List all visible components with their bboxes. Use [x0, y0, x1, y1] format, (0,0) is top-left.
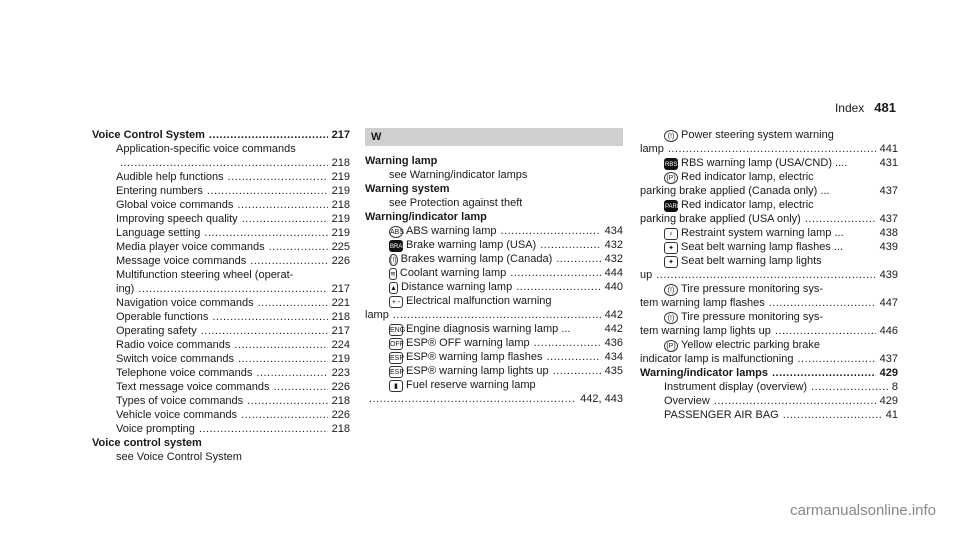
- page-header: [835, 100, 896, 115]
- index-entry: [365, 224, 623, 238]
- fuel-icon: ▮: [389, 380, 403, 392]
- index-entry: [365, 294, 623, 308]
- index-entry: [92, 128, 350, 142]
- entry-term: Tire pressure monitoring sys-: [681, 283, 824, 295]
- index-entry: [92, 142, 350, 156]
- entry-term: RBS warning lamp (USA/CND) ....: [681, 157, 848, 169]
- index-entry: [92, 352, 350, 366]
- entry-term: Yellow electric parking brake: [681, 339, 820, 351]
- index-entry: [92, 436, 350, 450]
- page-ref: 217: [331, 325, 350, 337]
- page-ref: 442: [604, 323, 623, 335]
- index-entry: [640, 128, 898, 142]
- entry-term: Coolant warning lamp: [399, 267, 507, 279]
- entry-term: PASSENGER AIR BAG: [664, 409, 779, 421]
- entry-term: Text message voice commands: [116, 381, 270, 393]
- leader-dots: [369, 392, 576, 406]
- index-entry: [92, 366, 350, 380]
- entry-term: Navigation voice commands: [116, 297, 254, 309]
- index-entry: [92, 282, 350, 296]
- index-entry: [92, 296, 350, 310]
- entry-term: tem warning lamp lights up: [640, 325, 771, 337]
- page-ref: 224: [331, 339, 350, 351]
- battery-icon: + -: [389, 296, 403, 308]
- entry-term: Warning system: [365, 183, 450, 195]
- entry-term: parking brake applied (USA only): [640, 213, 801, 225]
- entry-term: Operable functions: [116, 311, 209, 323]
- page-ref: 437: [879, 353, 898, 365]
- entry-term: Entering numbers: [116, 185, 203, 197]
- leader-dots: [237, 198, 327, 212]
- index-entry: [365, 252, 623, 266]
- index-entry: [640, 310, 898, 324]
- watermark: carmanualsonline.info: [790, 502, 936, 519]
- index-entry: [92, 450, 350, 464]
- entry-term: indicator lamp is malfunctioning: [640, 353, 794, 365]
- entry-term: Switch voice commands: [116, 353, 234, 365]
- leader-dots: [269, 240, 328, 254]
- entry-term: see Voice Control System: [116, 451, 242, 463]
- entry-term: Voice Control System: [92, 129, 205, 141]
- leader-dots: [138, 282, 327, 296]
- index-entry: [365, 196, 623, 210]
- leader-dots: [510, 266, 600, 280]
- leader-dots: [714, 394, 876, 408]
- index-entry: [92, 394, 350, 408]
- index-entry: [365, 392, 623, 406]
- index-entry: [640, 198, 898, 212]
- leader-dots: [199, 422, 328, 436]
- index-entry: [640, 282, 898, 296]
- index-entry: [365, 364, 623, 378]
- index-entry: [92, 408, 350, 422]
- tire-pressure-icon: (!): [664, 284, 678, 296]
- entry-term: ESP® warning lamp flashes: [406, 351, 543, 363]
- index-entry: [365, 322, 623, 336]
- esp-icon: ESP: [389, 352, 403, 364]
- index-entry: [92, 212, 350, 226]
- engine-icon: ENG: [389, 324, 403, 336]
- index-entry: [365, 280, 623, 294]
- page-ref: 442: [604, 309, 623, 321]
- leader-dots: [393, 308, 601, 322]
- entry-term: Tire pressure monitoring sys-: [681, 311, 824, 323]
- entry-term: Message voice commands: [116, 255, 247, 267]
- entry-term: Brakes warning lamp (Canada): [400, 253, 553, 265]
- page-ref: 429: [879, 367, 898, 379]
- leader-dots: [209, 128, 328, 142]
- entry-term: Language setting: [116, 227, 201, 239]
- page-ref: 219: [331, 171, 350, 183]
- leader-dots: [553, 364, 601, 378]
- entry-term: ing): [116, 283, 135, 295]
- leader-dots: [228, 170, 328, 184]
- page-ref: 435: [604, 365, 623, 377]
- entry-term: Voice control system: [92, 437, 202, 449]
- index-entry: [640, 296, 898, 310]
- page-ref: 218: [331, 199, 350, 211]
- page-ref: 218: [331, 311, 350, 323]
- page-ref: 225: [331, 241, 350, 253]
- leader-dots: [247, 394, 327, 408]
- entry-term: parking brake applied (Canada only) ...: [640, 185, 830, 197]
- index-entry: [365, 210, 623, 224]
- leader-dots: [212, 310, 327, 324]
- entry-term: Voice prompting: [116, 423, 195, 435]
- entry-term: ABS warning lamp: [406, 225, 497, 237]
- entry-term: Radio voice commands: [116, 339, 231, 351]
- page-ref: 219: [331, 227, 350, 239]
- leader-dots: [775, 324, 876, 338]
- section-letter-bar: W: [365, 128, 623, 146]
- page-ref: 446: [879, 325, 898, 337]
- index-entry: [640, 142, 898, 156]
- entry-term: Instrument display (overview): [664, 381, 808, 393]
- index-entry: [92, 338, 350, 352]
- index-column-2: [365, 128, 623, 406]
- entry-term: Seat belt warning lamp lights: [681, 255, 822, 267]
- abs-icon: ABS: [389, 226, 403, 238]
- index-entry: [640, 338, 898, 352]
- leader-dots: [238, 352, 328, 366]
- page-ref: 219: [331, 213, 350, 225]
- leader-dots: [783, 408, 882, 422]
- index-entry: [365, 168, 623, 182]
- index-entry: [640, 226, 898, 240]
- leader-dots: [656, 268, 875, 282]
- seat-belt-icon: ✦: [664, 256, 678, 268]
- index-entry: [92, 268, 350, 282]
- index-entry: [640, 212, 898, 226]
- index-entry: [92, 226, 350, 240]
- steering-icon: (!): [664, 130, 678, 142]
- entry-term: Red indicator lamp, electric: [681, 171, 814, 183]
- page-ref: 218: [331, 395, 350, 407]
- leader-dots: [811, 380, 888, 394]
- leader-dots: [534, 336, 601, 350]
- page-ref: 221: [331, 297, 350, 309]
- entry-term: see Protection against theft: [389, 197, 523, 209]
- leader-dots: [241, 408, 328, 422]
- index-entry: [92, 310, 350, 324]
- leader-dots: [516, 280, 600, 294]
- page-ref: 217: [331, 283, 350, 295]
- leader-dots: [207, 184, 328, 198]
- page-ref: 217: [331, 129, 350, 141]
- entry-term: Vehicle voice commands: [116, 409, 238, 421]
- page-ref: 226: [331, 381, 350, 393]
- index-entry: [365, 350, 623, 364]
- index-entry: [365, 238, 623, 252]
- index-entry: [365, 378, 623, 392]
- leader-dots: [501, 224, 601, 238]
- page-ref: 440: [604, 281, 623, 293]
- entry-term: Red indicator lamp, electric: [681, 199, 814, 211]
- entry-term: Application-specific voice commands: [116, 143, 296, 155]
- page-ref: 439: [879, 269, 898, 281]
- page-ref: 432: [604, 239, 623, 251]
- page-ref: 219: [331, 185, 350, 197]
- entry-term: Audible help functions: [116, 171, 224, 183]
- index-entry: [365, 182, 623, 196]
- index-entry: [92, 156, 350, 170]
- page-ref: 218: [331, 157, 350, 169]
- leader-dots: [540, 238, 600, 252]
- seat-belt-icon: ✦: [664, 242, 678, 254]
- index-entry: [92, 240, 350, 254]
- leader-dots: [204, 226, 327, 240]
- rbs-icon: RBS: [664, 158, 678, 170]
- index-entry: [92, 324, 350, 338]
- coolant-icon: ≋: [389, 268, 397, 280]
- entry-term: Warning lamp: [365, 155, 438, 167]
- page-ref: 434: [604, 225, 623, 237]
- index-entry: [640, 352, 898, 366]
- entry-term: Engine diagnosis warning lamp ...: [406, 323, 571, 335]
- index-lines: [365, 154, 623, 406]
- parking-brake-icon: (P): [664, 172, 678, 184]
- leader-dots: [668, 142, 876, 156]
- leader-dots: [805, 212, 876, 226]
- leader-dots: [547, 350, 601, 364]
- page-ref: 436: [604, 337, 623, 349]
- entry-term: lamp: [640, 143, 664, 155]
- leader-dots: [769, 296, 876, 310]
- page-ref: 434: [604, 351, 623, 363]
- entry-term: Telephone voice commands: [116, 367, 253, 379]
- brake-usa-icon: BRAKE: [389, 240, 403, 252]
- page-ref: 432: [604, 253, 623, 265]
- index-entry: [640, 366, 898, 380]
- index-entry: [640, 268, 898, 282]
- header-title: Index: [834, 101, 865, 115]
- index-entry: [640, 380, 898, 394]
- page-ref: 223: [331, 367, 350, 379]
- index-column-3: [640, 128, 898, 422]
- entry-term: Types of voice commands: [116, 395, 244, 407]
- entry-term: see Warning/indicator lamps: [389, 169, 528, 181]
- index-entry: [640, 254, 898, 268]
- park-icon: PARK: [664, 200, 678, 212]
- index-entry: [365, 308, 623, 322]
- leader-dots: [234, 338, 327, 352]
- index-entry: [640, 240, 898, 254]
- page-ref: 437: [879, 185, 898, 197]
- page-ref: 441: [879, 143, 898, 155]
- leader-dots: [256, 366, 327, 380]
- index-entry: [365, 336, 623, 350]
- page-ref: 226: [331, 409, 350, 421]
- page-ref: 447: [879, 297, 898, 309]
- index-entry: [92, 380, 350, 394]
- index-entry: [640, 184, 898, 198]
- index-entry: [640, 324, 898, 338]
- index-entry: [365, 154, 623, 168]
- leader-dots: [250, 254, 327, 268]
- page-ref: 8: [891, 381, 898, 393]
- restraint-icon: ♀: [664, 228, 678, 240]
- index-entry: [365, 266, 623, 280]
- page-ref: 219: [331, 353, 350, 365]
- esp-off-icon: OFF: [389, 338, 403, 350]
- index-entry: [92, 170, 350, 184]
- entry-term: Power steering system warning: [681, 129, 834, 141]
- leader-dots: [258, 296, 328, 310]
- page-ref: 442, 443: [580, 393, 623, 405]
- esp-icon: ESP: [389, 366, 403, 378]
- entry-term: Operating safety: [116, 325, 197, 337]
- entry-term: ESP® OFF warning lamp: [406, 337, 530, 349]
- page-ref: 429: [879, 395, 898, 407]
- page-ref: 431: [879, 157, 898, 169]
- tire-pressure-icon: (!): [664, 312, 678, 324]
- page-ref: 41: [885, 409, 898, 421]
- entry-term: Electrical malfunction warning: [406, 295, 552, 307]
- page-ref: 226: [331, 255, 350, 267]
- page-ref: 438: [879, 227, 898, 239]
- entry-term: Multifunction steering wheel (operat-: [116, 269, 294, 281]
- index-entry: [640, 408, 898, 422]
- distance-warning-icon: ▲: [389, 282, 398, 294]
- index-entry: [92, 198, 350, 212]
- leader-dots: [201, 324, 328, 338]
- entry-term: Improving speech quality: [116, 213, 238, 225]
- index-entry: [640, 394, 898, 408]
- index-entry: [640, 170, 898, 184]
- entry-term: Warning/indicator lamp: [365, 211, 487, 223]
- page-ref: 439: [879, 241, 898, 253]
- index-entry: [640, 156, 898, 170]
- page-ref: 437: [879, 213, 898, 225]
- index-entry: [92, 422, 350, 436]
- leader-dots: [556, 252, 600, 266]
- entry-term: ESP® warning lamp lights up: [406, 365, 549, 377]
- page-number: 481: [874, 100, 896, 115]
- index-column-1: [92, 128, 350, 464]
- page-ref: 218: [331, 423, 350, 435]
- entry-term: lamp: [365, 309, 389, 321]
- leader-dots: [242, 212, 328, 226]
- brake-canada-icon: (!): [389, 254, 398, 266]
- leader-dots: [797, 352, 875, 366]
- entry-term: Fuel reserve warning lamp: [406, 379, 536, 391]
- index-entry: [92, 254, 350, 268]
- entry-term: up: [640, 269, 653, 281]
- entry-term: Seat belt warning lamp flashes ...: [681, 241, 844, 253]
- entry-term: Global voice commands: [116, 199, 234, 211]
- entry-term: Overview: [664, 395, 710, 407]
- parking-brake-icon: (P): [664, 340, 678, 352]
- leader-dots: [772, 366, 876, 380]
- page-ref: 444: [604, 267, 623, 279]
- entry-term: Distance warning lamp: [400, 281, 513, 293]
- entry-term: Warning/indicator lamps: [640, 367, 768, 379]
- leader-dots: [120, 156, 328, 170]
- index-entry: [92, 184, 350, 198]
- entry-term: Brake warning lamp (USA): [406, 239, 537, 251]
- leader-dots: [273, 380, 327, 394]
- entry-term: Media player voice commands: [116, 241, 265, 253]
- entry-term: tem warning lamp flashes: [640, 297, 765, 309]
- entry-term: Restraint system warning lamp ...: [681, 227, 844, 239]
